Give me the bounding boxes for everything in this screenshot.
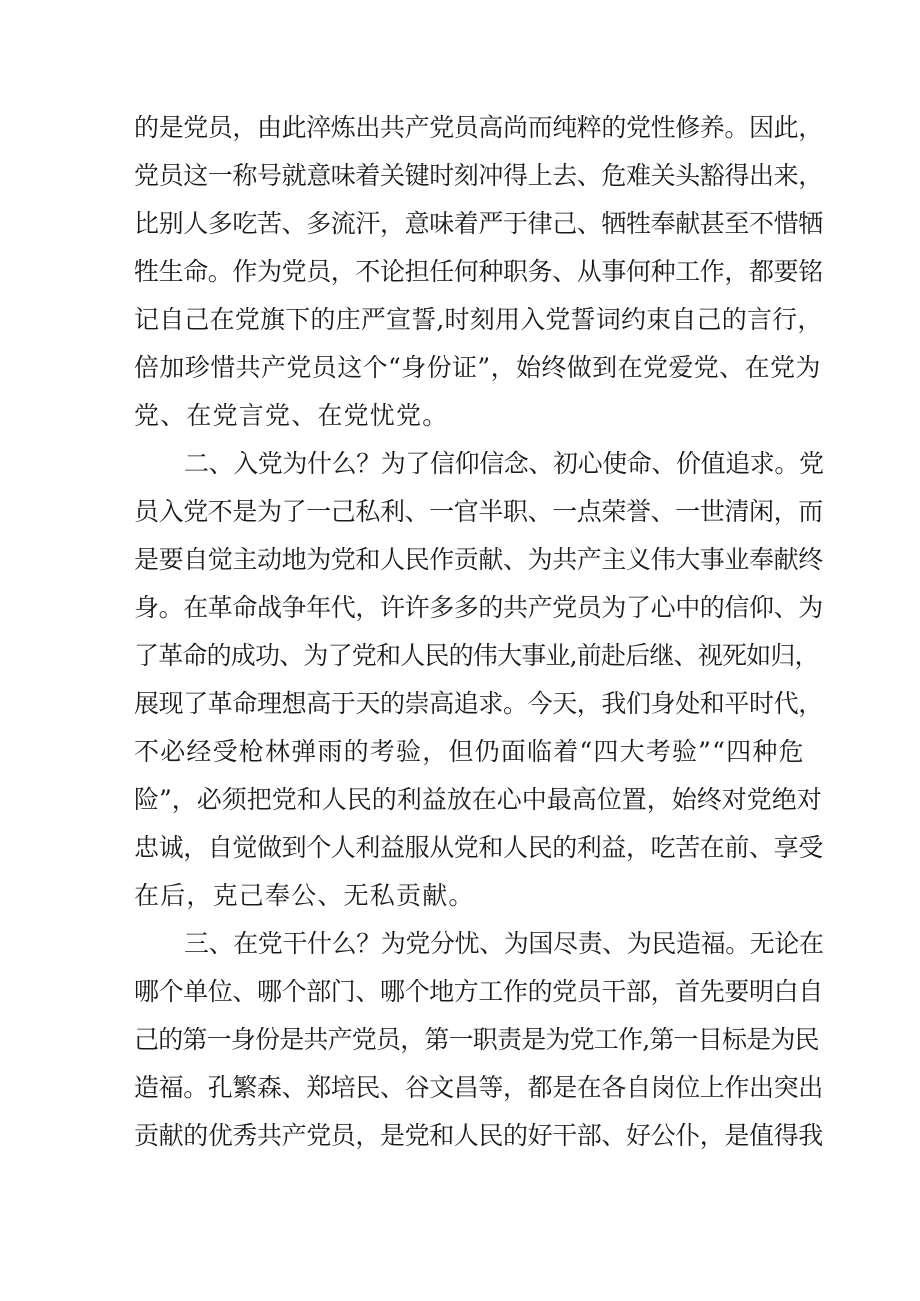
paragraph-3 [134, 920, 824, 1160]
paragraph-line: 造福。孔繁森、郑培民、谷文昌等，都是在各自岗位上作出突出 [134, 1073, 823, 1102]
paragraph-1 [134, 104, 823, 440]
paragraph-line: 二、入党为什么？为了信仰信念、初心使命、价值追求。党 [184, 449, 824, 478]
paragraph-line: 三、在党干什么？为党分忧、为国尽责、为民造福。无论在 [184, 929, 824, 958]
paragraph-2 [134, 440, 824, 920]
paragraph-line: 哪个单位、哪个部门、哪个地方工作的党员干部，首先要明白自 [134, 977, 823, 1006]
paragraph-line: 党员这一称号就意味着关键时刻冲得上去、危难关头豁得出来， [134, 161, 823, 190]
paragraph-line: 的是党员，由此淬炼出共产党员高尚而纯粹的党性修养。因此， [134, 113, 823, 142]
paragraph-line: 是要自觉主动地为党和人民作贡献、为共产主义伟大事业奉献终 [134, 545, 823, 574]
paragraph-line: 了革命的成功、为了党和人民的伟大事业,前赴后继、视死如归， [134, 641, 819, 670]
paragraph-line: 己的第一身份是共产党员，第一职责是为党工作,第一目标是为民 [134, 1025, 819, 1054]
paragraph-line: 记自己在党旗下的庄严宣誓,时刻用入党誓词约束自己的言行， [134, 305, 823, 334]
paragraph-line: 忠诚，自觉做到个人利益服从党和人民的利益，吃苦在前、享受 [134, 833, 823, 862]
paragraph-line: 牲生命。作为党员，不论担任何种职务、从事何种工作，都要铭 [134, 257, 823, 286]
paragraph-line: 贡献的优秀共产党员，是党和人民的好干部、好公仆，是值得我 [134, 1121, 823, 1150]
paragraph-line: 党、在党言党、在党忧党。 [134, 401, 449, 430]
paragraph-line: 员入党不是为了一己私利、一官半职、一点荣誉、一世清闲，而 [134, 497, 823, 526]
paragraph-line: 展现了革命理想高于天的崇高追求。今天，我们身处和平时代， [134, 689, 823, 718]
paragraph-line: 身。在革命战争年代，许许多多的共产党员为了心中的信仰、为 [134, 593, 823, 622]
paragraph-line: 在后，克己奉公、无私贡献。 [134, 881, 475, 910]
paragraph-line: 不必经受枪林弹雨的考验，但仍面临着“四大考验”“四种危 [134, 737, 805, 766]
paragraph-line: 险”，必须把党和人民的利益放在心中最高位置，始终对党绝对 [134, 785, 822, 814]
paragraph-line: 倍加珍惜共产党员这个“身份证”，始终做到在党爱党、在党为 [134, 353, 821, 382]
paragraph-line: 比别人多吃苦、多流汗，意味着严于律己、牺牲奉献甚至不惜牺 [134, 209, 823, 238]
document-body [134, 104, 824, 1160]
